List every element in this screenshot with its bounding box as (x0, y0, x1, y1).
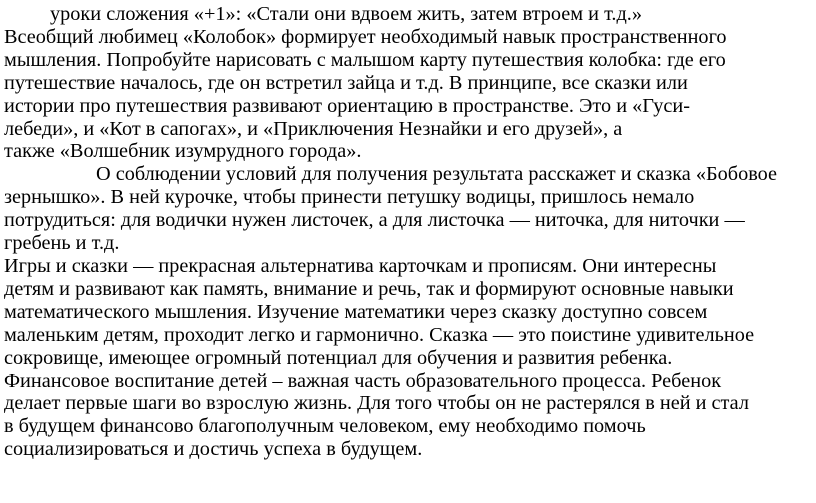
document-body (4, 3, 810, 461)
text-line: математического мышления. Изучение математики через сказку доступно совсем (4, 300, 708, 323)
text-line: маленьким детям, проходит легко и гармонично. Сказка — это поистине удивительное (4, 323, 755, 346)
text-line: путешествие началось, где он встретил зайца и т.д. В принципе, все сказки или (4, 71, 688, 94)
text-line: Игры и сказки — прекрасная альтернатива карточкам и прописям. Они интересны (4, 254, 717, 277)
text-line: лебеди», и «Кот в сапогах», и «Приключения Незнайки и его друзей», а (4, 117, 623, 140)
text-line: уроки сложения «+1»: «Стали они вдвоем жить, затем втроем и т.д.» (50, 3, 643, 25)
text-line: социализироваться и достичь успеха в будущем. (4, 438, 423, 461)
text-line: делает первые шаги во взрослую жизнь. Для того чтобы он не растерялся в ней и стал (4, 392, 749, 415)
paragraph (4, 3, 810, 163)
text-line: истории про путешествия развивают ориентацию в пространстве. Это и «Гуси- (4, 94, 690, 117)
paragraph (4, 370, 810, 462)
text-line: зернышко». В ней курочке, чтобы принести петушку водицы, пришлось немало (4, 186, 695, 209)
text-line: детям и развивают как память, внимание и речь, так и формируют основные навыки (4, 277, 734, 300)
text-line: Всеобщий любимец «Колобок» формирует необходимый навык пространственного (4, 25, 727, 48)
text-line: Финансовое воспитание детей – важная часть образовательного процесса. Ребенок (4, 369, 722, 392)
paragraph (4, 255, 810, 370)
text-line: в будущем финансово благополучным человеком, ему необходимо помочь (4, 415, 646, 438)
text-line: мышления. Попробуйте нарисовать с малышом карту путешествия колобка: где его (4, 48, 726, 71)
paragraph (4, 163, 810, 255)
text-line: О соблюдении условий для получения результата расскажет и сказка «Бобовое (96, 163, 778, 186)
text-line: гребень и т.д. (4, 232, 120, 255)
text-line: также «Волшебник изумрудного города». (4, 140, 362, 163)
text-line: сокровище, имеющее огромный потенциал для обучения и развития ребенка. (4, 346, 673, 369)
text-line: потрудиться: для водички нужен листочек, а для листочка — ниточка, для ниточки — (4, 209, 745, 232)
